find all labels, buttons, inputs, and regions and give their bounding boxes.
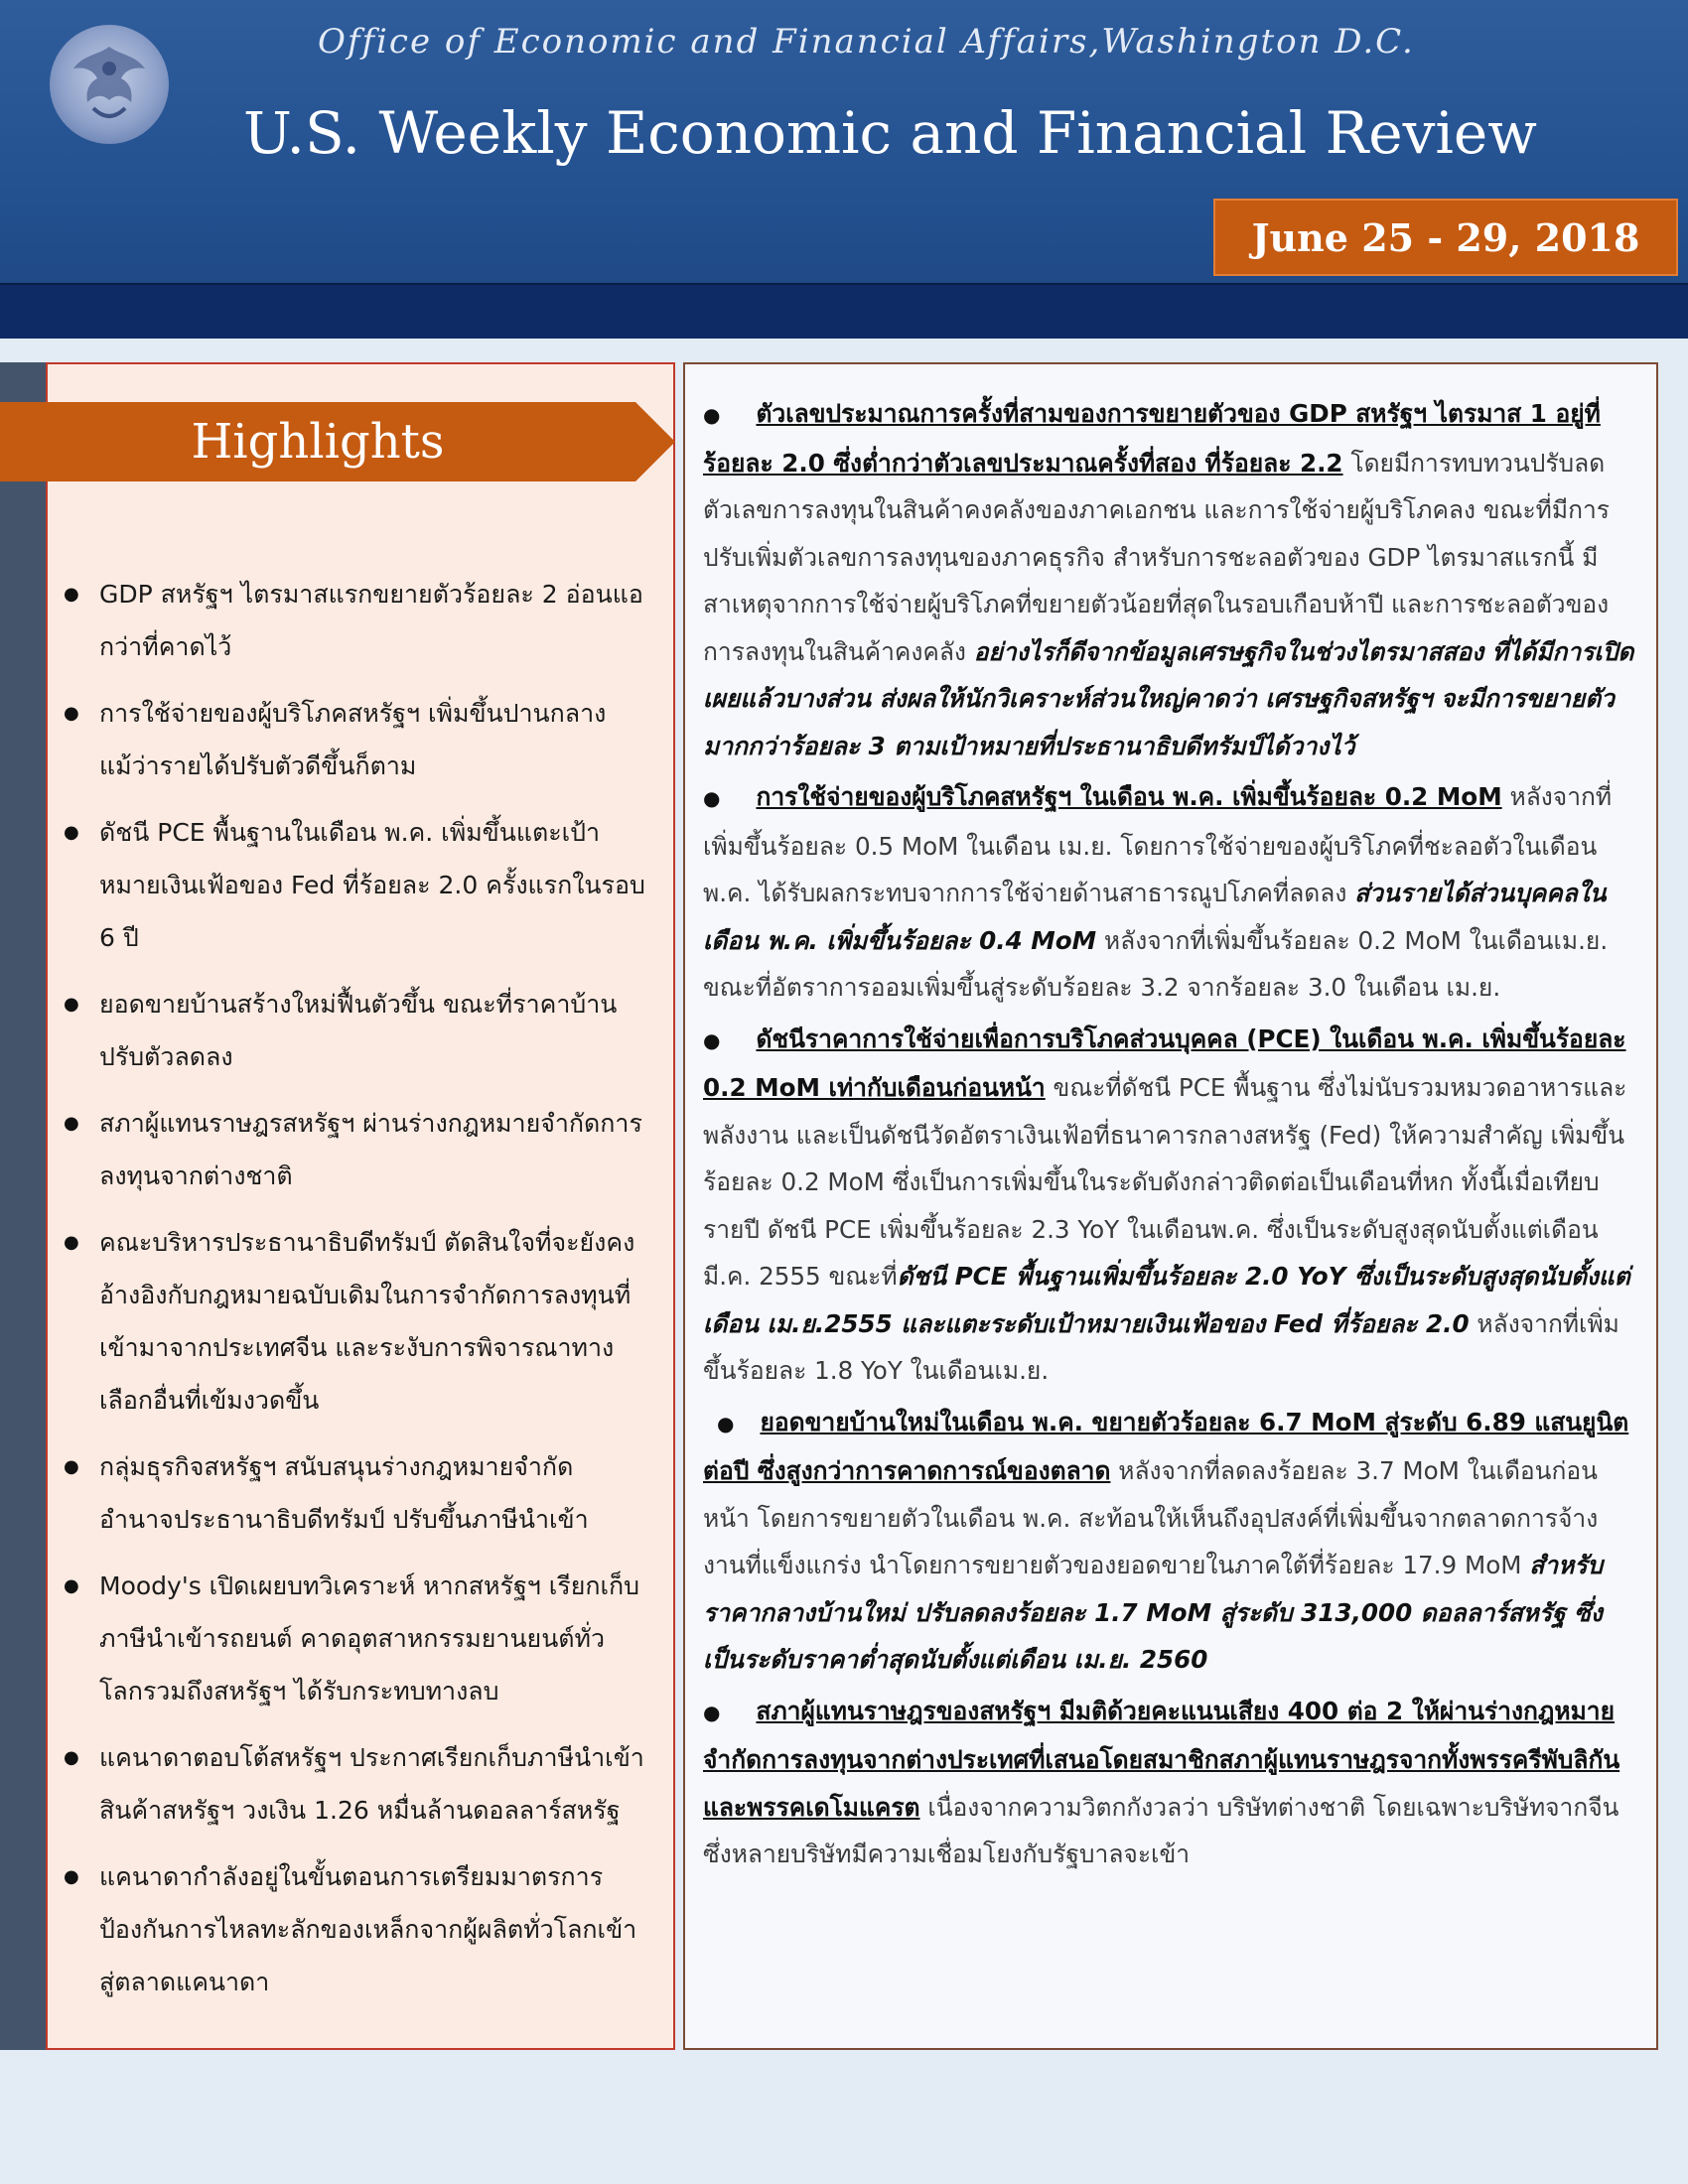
article-body: เนื่องจากความวิตกกังวลว่า บริษัทต่างชาติ โดยเฉพาะบริษัทจากจีนซึ่งหลายบริษัทมีความเชื่อมโยงกับรัฐบาลจะเข้า [703, 1792, 1619, 1868]
eagle-seal-icon [50, 25, 169, 144]
article-lead: ดัชนีราคาการใช้จ่ายเพื่อการบริโภคส่วนบุคคล (PCE) ในเดือน พ.ค. เพิ่มขึ้นร้อยละ 0.2 MoM เท่ากับเดือนก่อนหน้า [703, 1024, 1626, 1102]
articles-content [703, 390, 1638, 1882]
highlights-arrow [635, 402, 675, 481]
article-emphasis: อย่างไรก็ดีจากข้อมูลเศรษฐกิจในช่วงไตรมาสสอง ที่ได้มีการเปิดเผยแล้วบางส่วน ส่งผลให้นักวิเคราะห์ส่วนใหญ่คาดว่า เศรษฐกิจสหรัฐฯ จะมีการขยายตัวมากกว่าร้อยละ 3 ตามเป้าหมายที่ประธานาธิบดีทรัมป์ได้วางไว้ [703, 636, 1634, 760]
date-range-badge: June 25 - 29, 2018 [1213, 199, 1678, 276]
bullet-icon: ● [703, 403, 721, 427]
highlight-item: ● สภาผู้แทนราษฎรสหรัฐฯ ผ่านร่างกฎหมายจำกัดการลงทุนจากต่างชาติ [60, 1097, 645, 1202]
highlight-item: ● ยอดขายบ้านสร้างใหม่ฟื้นตัวขึ้น ขณะที่ราคาบ้านปรับตัวลดลง [60, 978, 645, 1083]
article-gdp [703, 390, 1638, 769]
highlights-heading: Highlights [0, 402, 635, 481]
header-band [0, 283, 1688, 339]
side-strip [0, 362, 46, 2050]
article-emphasis: ดัชนี PCE พื้นฐานเพิ่มขึ้นร้อยละ 2.0 YoY ซึ่งเป็นระดับสูงสุดนับตั้งแต่เดือน เม.ย.2555 และแตะระดับเป้าหมายเงินเฟ้อของ Fed ที่ร้อยละ 2.0 [703, 1262, 1630, 1338]
article-lead: ตัวเลขประมาณการครั้งที่สามของการขยายตัวของ GDP สหรัฐฯ ไตรมาส 1 อยู่ที่ร้อยละ 2.0 ซึ่งต่ำกว่าตัวเลขประมาณครั้งที่สอง ที่ร้อยละ 2.2 [703, 399, 1601, 478]
bullet-icon: ● [703, 786, 721, 810]
article-body: โดยมีการทบทวนปรับลดตัวเลขการลงทุนในสินค้าคงคลังของภาคเอกชน และการใช้จ่ายผู้บริโภคลง ขณะที่มีการปรับเพิ่มตัวเลขการลงทุนของภาคธุรกิจ สำหรับการชะลอตัวของ GDP ไตรมาสแรกนี้ มีสาเหตุจากการใช้จ่ายผู้บริโภคที่ขยายตัวน้อยที่สุดในรอบเกือบห้าปี และการชะลอตัวของการลงทุนในสินค้าคงคลัง [703, 448, 1610, 666]
highlight-item: ● Moody's เปิดเผยบทวิเคราะห์ หากสหรัฐฯ เรียกเก็บภาษีนำเข้ารถยนต์ คาดอุตสาหกรรมยานยนต์ทั่วโลกรวมถึงสหรัฐฯ ได้รับกระทบทางลบ [60, 1560, 645, 1717]
article-pce [703, 1016, 1638, 1395]
article-body: หลังจากที่ลดลงร้อยละ 3.7 MoM ในเดือนก่อนหน้า โดยการขยายตัวในเดือน พ.ค. สะท้อนให้เห็นถึงอุปสงค์ที่เพิ่มขึ้นจากตลาดการจ้างงานที่แข็งแกร่ง นำโดยการขยายตัวของยอดขายในภาคใต้ที่ร้อยละ 17.9 MoM [703, 1456, 1599, 1579]
bullet-icon: ● [703, 1700, 721, 1724]
highlight-item: ● แคนาดากำลังอยู่ในขั้นตอนการเตรียมมาตรการป้องกันการไหลทะลักของเหล็กจากผู้ผลิตทั่วโลกเข้าสู่ตลาดแคนาดา [60, 1850, 645, 2008]
article-new-home-sales [703, 1399, 1638, 1684]
highlight-item: ● คณะบริหารประธานาธิบดีทรัมป์ ตัดสินใจที่จะยังคงอ้างอิงกับกฎหมายฉบับเดิมในการจำกัดการลงทุนที่เข้ามาจากประเทศจีน และระงับการพิจารณาทางเลือกอื่นที่เข้มงวดขึ้น [60, 1216, 645, 1427]
highlight-item: ● กลุ่มธุรกิจสหรัฐฯ สนับสนุนร่างกฎหมายจำกัดอำนาจประธานาธิบดีทรัมป์ ปรับขึ้นภาษีนำเข้า [60, 1440, 645, 1546]
article-body: หลังจากที่เพิ่มขึ้นร้อยละ 1.8 YoY ในเดือนเม.ย. [703, 1308, 1619, 1385]
report-title: U.S. Weekly Economic and Financial Review [243, 99, 1537, 167]
highlight-item: ● แคนาดาตอบโต้สหรัฐฯ ประกาศเรียกเก็บภาษีนำเข้าสินค้าสหรัฐฯ วงเงิน 1.26 หมื่นล้านดอลลาร์สหรัฐ [60, 1731, 645, 1837]
article-lead: สภาผู้แทนราษฎรของสหรัฐฯ มีมติด้วยคะแนนเสียง 400 ต่อ 2 ให้ผ่านร่างกฎหมายจำกัดการลงทุนจากต่างประเทศที่เสนอโดยสมาชิกสภาผู้แทนราษฎรจากทั้งพรรครีพับลิกันและพรรคเดโมแครต [703, 1696, 1620, 1822]
highlight-item: ● การใช้จ่ายของผู้บริโภคสหรัฐฯ เพิ่มขึ้นปานกลาง แม้ว่ารายได้ปรับตัวดีขึ้นก็ตาม [60, 687, 645, 792]
highlight-item: ● GDP สหรัฐฯ ไตรมาสแรกขยายตัวร้อยละ 2 อ่อนแอกว่าที่คาดไว้ [60, 568, 645, 673]
article-emphasis: สำหรับราคากลางบ้านใหม่ ปรับลดลงร้อยละ 1.7 MoM สู่ระดับ 313,000 ดอลลาร์สหรัฐ ซึ่งเป็นระดับราคาต่ำสุดนับตั้งแต่เดือน เม.ย. 2560 [703, 1551, 1604, 1674]
office-name: Office of Economic and Financial Affairs,Washington D.C. [318, 22, 1415, 62]
article-lead: การใช้จ่ายของผู้บริโภคสหรัฐฯ ในเดือน พ.ค. เพิ่มขึ้นร้อยละ 0.2 MoM [756, 782, 1502, 811]
article-body: หลังจากที่เพิ่มขึ้นร้อยละ 0.2 MoM ในเดือนเม.ย. ขณะที่อัตราการออมเพิ่มขึ้นสู่ระดับร้อยละ 3.2 จากร้อยละ 3.0 ในเดือน เม.ย. [703, 925, 1609, 1002]
highlights-list [60, 568, 645, 2022]
article-lead: ยอดขายบ้านใหม่ในเดือน พ.ค. ขยายตัวร้อยละ 6.7 MoM สู่ระดับ 6.89 แสนยูนิตต่อปี ซึ่งสูงกว่าการคาดการณ์ของตลาด [703, 1407, 1629, 1485]
article-body: หลังจากที่เพิ่มขึ้นร้อยละ 0.5 MoM ในเดือน เม.ย. โดยการใช้จ่ายของผู้บริโภคที่ชะลอตัวในเดือน พ.ค. ได้รับผลกระทบจากการใช้จ่ายด้านสาธารณูปโภคที่ลดลง [703, 782, 1613, 907]
highlight-item: ● ดัชนี PCE พื้นฐานในเดือน พ.ค. เพิ่มขึ้นแตะเป้าหมายเงินเฟ้อของ Fed ที่ร้อยละ 2.0 ครั้งแรกในรอบ 6 ปี [60, 806, 645, 964]
bullet-icon: ● [703, 1027, 721, 1052]
article-emphasis: ส่วนรายได้ส่วนบุคคลในเดือน พ.ค. เพิ่มขึ้นร้อยละ 0.4 MoM [703, 879, 1607, 955]
article-consumer-spending [703, 773, 1638, 1012]
article-body: ขณะที่ดัชนี PCE พื้นฐาน ซึ่งไม่นับรวมหมวดอาหารและพลังงาน และเป็นดัชนีวัดอัตราเงินเฟ้อที่ธนาคารกลางสหรัฐ (Fed) ให้ความสำคัญ เพิ่มขึ้นร้อยละ 0.2 MoM ซึ่งเป็นการเพิ่มขึ้นในระดับดังกล่าวติดต่อเป็นเดือนที่หก ทั้งนี้เมื่อเทียบรายปี ดัชนี PCE เพิ่มขึ้นร้อยละ 2.3 YoY ในเดือนพ.ค. ซึ่งเป็นระดับสูงสุดนับตั้งแต่เดือน มี.ค. 2555 ขณะที่ [703, 1073, 1627, 1291]
bullet-icon: ● [717, 1411, 735, 1435]
article-foreign-investment-bill [703, 1688, 1638, 1878]
